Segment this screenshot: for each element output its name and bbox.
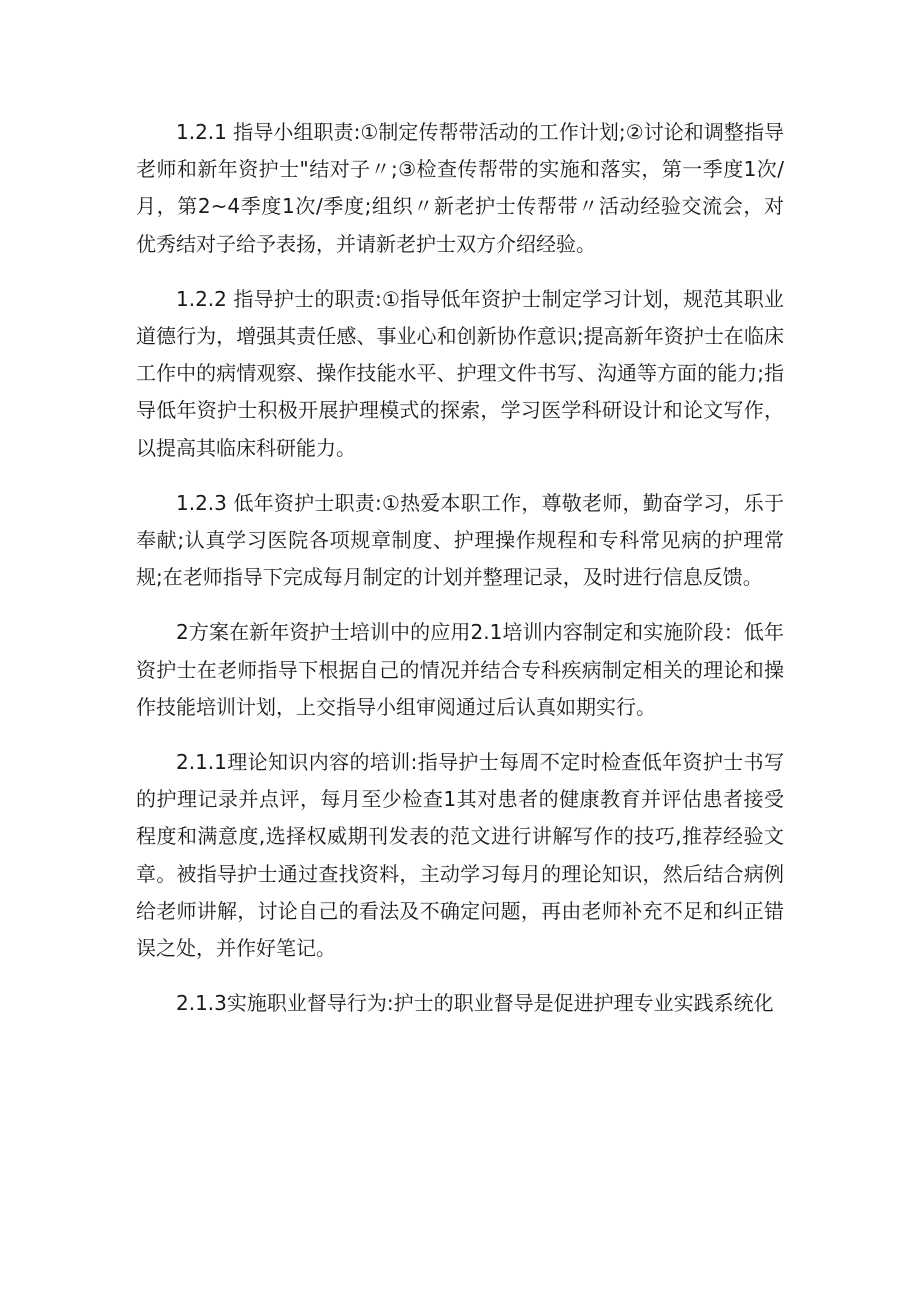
document-body (136, 114, 784, 1040)
paragraph-1-2-3: 1.2.3 低年资护士职责:①热爱本职工作，尊敬老师，勤奋学习，乐于奉献;认真学习医院各项规章制度、护理操作规程和专科常见病的护理常规;在老师指导下完成每月制定的计划并整理记录，及时进行信息反馈。 (136, 490, 784, 590)
paragraph-2: 2方案在新年资护士培训中的应用2.1培训内容制定和实施阶段：低年资护士在老师指导下根据自己的情况并结合专科疾病制定相关的理论和操作技能培训计划，上交指导小组审阅通过后认真如期实行。 (136, 620, 784, 719)
paragraph-2-1-3: 2.1.3实施职业督导行为:护士的职业督导是促进护理专业实践系统化 (176, 991, 774, 1016)
paragraph-1-2-2: 1.2.2 指导护士的职责:①指导低年资护士制定学习计划，规范其职业道德行为，增强其责任感、事业心和创新协作意识;提高新年资护士在临床工作中的病情观察、操作技能水平、护理文件书写、沟通等方面的能力;指导低年资护士积极开展护理模式的探索，学习医学科研设计和论文写作，以提高其临床科研能力。 (136, 286, 784, 460)
paragraph-1-2-1: 1.2.1 指导小组职责:①制定传帮带活动的工作计划;②讨论和调整指导老师和新年资护士"结对子〃;③检查传帮带的实施和落实，第一季度1次/月，第2~4季度1次/季度;组织〃新老护士传帮带〃活动经验交流会，对优秀结对子给予表扬，并请新老护士双方介绍经验。 (136, 120, 784, 256)
paragraph-2-1-1: 2.1.1理论知识内容的培训:指导护士每周不定时检查低年资护士书写的护理记录并点评，每月至少检查1其对患者的健康教育并评估患者接受程度和满意度,选择权威期刊发表的范文进行讲解写作的技巧,推荐经验文章。被指导护士通过查找资料，主动学习每月的理论知识，然后结合病例给老师讲解，讨论自己的看法及不确定问题，再由老师补充不足和纠正错误之处，并作好笔记。 (136, 750, 784, 961)
